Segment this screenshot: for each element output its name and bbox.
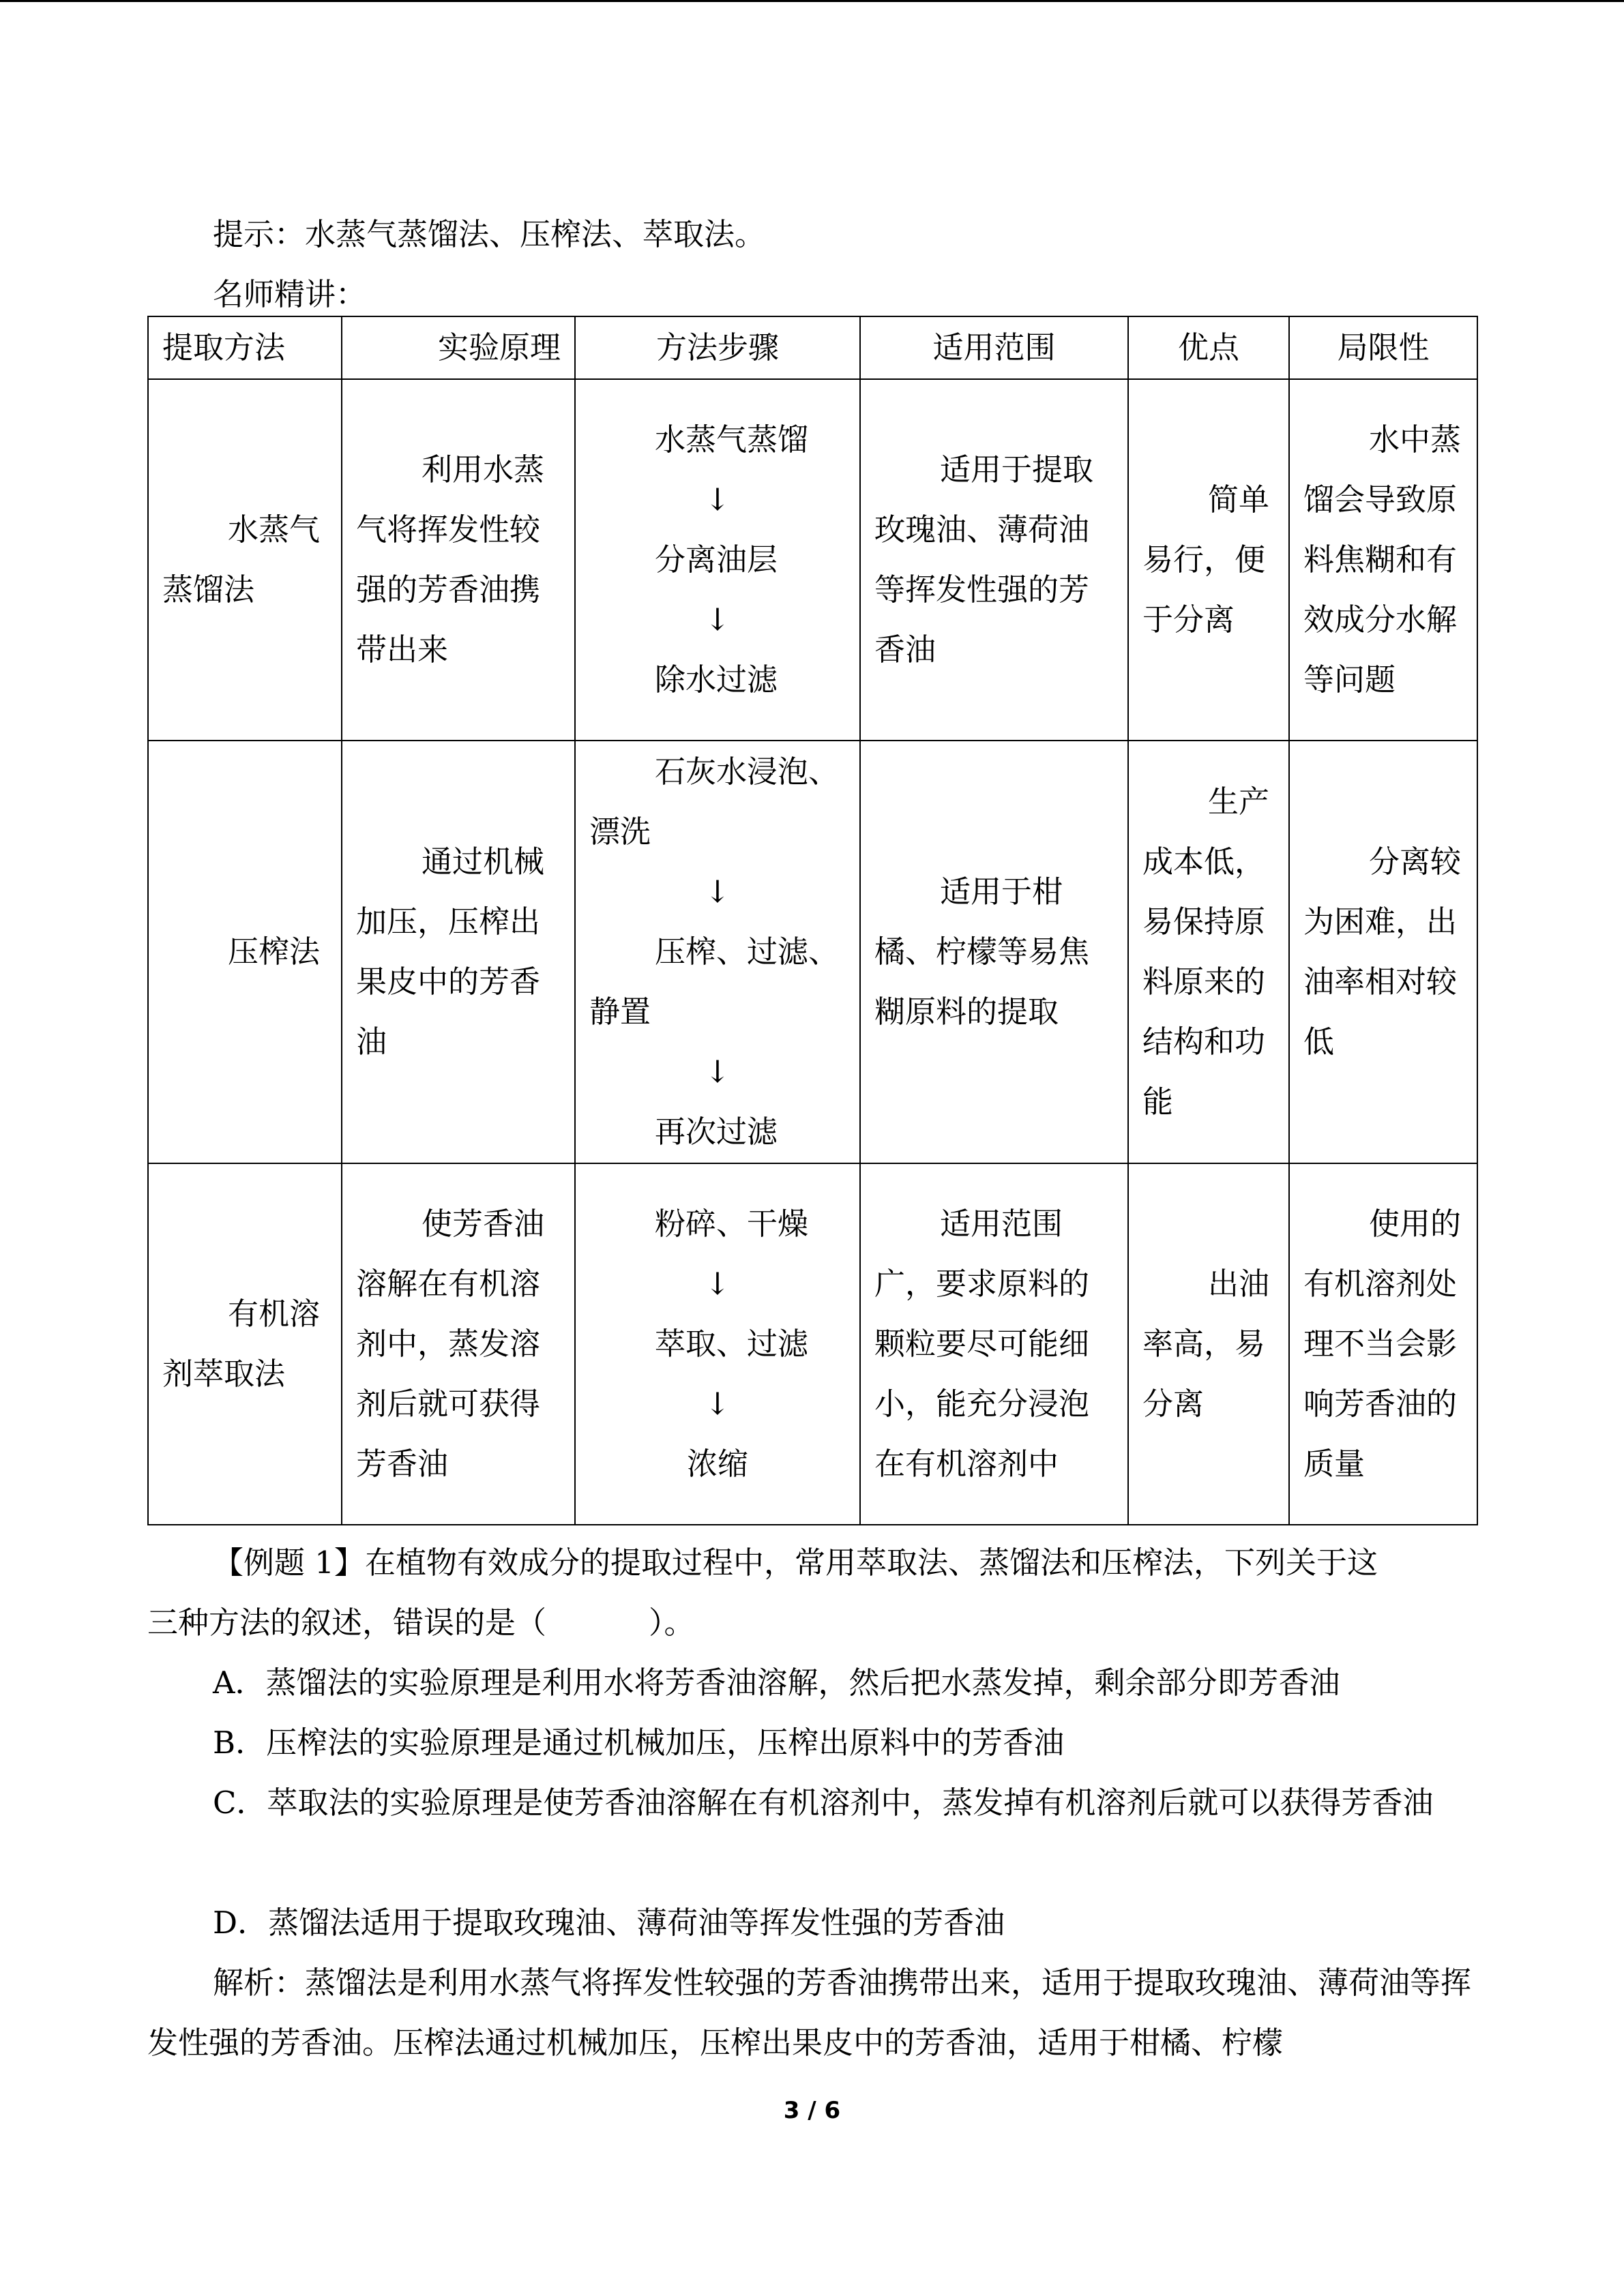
down-arrow-icon: ↓ [705,1054,730,1090]
scope-cell: 适用于提取玫瑰油、薄荷油等挥发性强的芳香油 [860,379,1128,741]
analysis-text: 解析：蒸馏法是利用水蒸气将挥发性较强的芳香油携带出来，适用于提取玫瑰油、薄荷油等挥发性强的芳香油。压榨法通过机械加压，压榨出果皮中的芳香油，适用于柑橘、柠檬 [147,1965,1472,2061]
limitation-cell: 使用的有机溶剂处理不当会影响芳香油的质量 [1289,1163,1477,1525]
step-text: 水蒸气蒸馏 [655,421,809,458]
step-text: 压榨、过滤、静置 [589,934,840,1030]
step-text: 再次过滤 [655,1114,778,1150]
header-cell: 方法步骤 [575,316,860,379]
down-arrow-icon: ↓ [705,874,730,910]
example-label: 【例题 1】 [213,1545,365,1581]
table-row [148,1163,1477,1525]
extraction-methods-table [147,316,1478,1525]
header-cell: 实验原理 [342,316,575,379]
scope-cell: 适用范围广，要求原料的颗粒要尽可能细小，能充分浸泡在有机溶剂中 [860,1163,1128,1525]
step-text: 分离油层 [655,541,778,578]
step-text: 石灰水浸泡、漂洗 [589,754,840,850]
down-arrow-icon: ↓ [705,1386,730,1422]
down-arrow-icon: ↓ [705,601,730,638]
steps-cell [575,1163,860,1525]
example-stem-line1: 在植物有效成分的提取过程中，常用萃取法、蒸馏法和压榨法，下列关于这 [364,1545,1378,1581]
option-b: B．压榨法的实验原理是通过机械加压，压榨出原料中的芳香油 [213,1725,1065,1761]
step-text: 萃取、过滤 [655,1326,809,1362]
step-text: 除水过滤 [655,661,778,698]
method-cell: 压榨法 [148,741,342,1163]
top-border-line [0,0,1624,2]
page-number: 3 / 6 [783,2097,841,2124]
hint-text: 提示：水蒸气蒸馏法、压榨法、萃取法。 [213,216,766,252]
scope-cell: 适用于柑橘、柠檬等易焦糊原料的提取 [860,741,1128,1163]
limitation-cell: 水中蒸馏会导致原料焦糊和有效成分水解等问题 [1289,379,1477,741]
principle-cell: 通过机械加压，压榨出果皮中的芳香油 [342,741,575,1163]
table-header-row [148,316,1477,379]
advantage-cell: 生产成本低，易保持原料原来的结构和功能 [1128,741,1289,1163]
limitation-cell: 分离较为困难，出油率相对较低 [1289,741,1477,1163]
header-cell: 优点 [1128,316,1289,379]
example-stem-line2 [147,1593,1479,1653]
example-stem-end: ）。 [649,1605,695,1641]
header-cell: 适用范围 [860,316,1128,379]
steps-cell [575,741,860,1163]
down-arrow-icon: ↓ [705,1266,730,1302]
example-stem-part: 三种方法的叙述，错误的是（ [147,1605,547,1641]
step-text: 浓缩 [686,1446,748,1482]
table-row [148,741,1477,1163]
step-text: 粉碎、干燥 [655,1206,809,1242]
header-cell: 局限性 [1289,316,1477,379]
steps-cell [575,379,860,741]
advantage-cell: 简单易行，便于分离 [1128,379,1289,741]
table-row [148,379,1477,741]
lecture-label: 名师精讲： [213,276,367,312]
principle-cell: 利用水蒸气将挥发性较强的芳香油携带出来 [342,379,575,741]
example-stem [147,1533,1479,1593]
method-cell: 有机溶剂萃取法 [148,1163,342,1525]
advantage-cell: 出油率高，易分离 [1128,1163,1289,1525]
down-arrow-icon: ↓ [705,481,730,518]
option-c: C．萃取法的实验原理是使芳香油溶解在有机溶剂中，蒸发掉有机溶剂后就可以获得芳香油 [213,1785,1434,1821]
principle-cell: 使芳香油溶解在有机溶剂中，蒸发溶剂后就可获得芳香油 [342,1163,575,1525]
option-a: A．蒸馏法的实验原理是利用水将芳香油溶解，然后把水蒸发掉，剩余部分即芳香油 [213,1665,1340,1701]
header-cell: 提取方法 [148,316,342,379]
method-cell: 水蒸气蒸馏法 [148,379,342,741]
option-d: D．蒸馏法适用于提取玫瑰油、薄荷油等挥发性强的芳香油 [213,1905,1005,1941]
